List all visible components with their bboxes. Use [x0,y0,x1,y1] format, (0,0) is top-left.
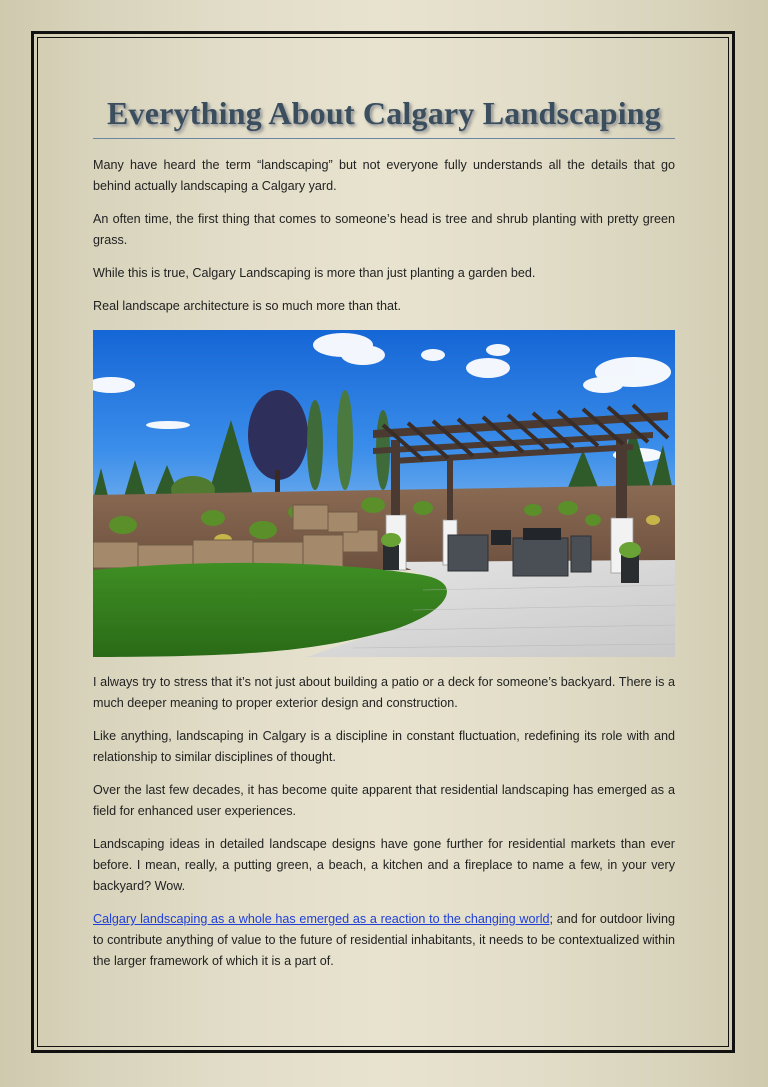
paragraph-7: Over the last few decades, it has become quite apparent that residential landscaping has emerged as a field for enhanced user experiences. [93,783,675,818]
calgary-landscaping-link[interactable]: Calgary landscaping as a whole has emerged as a reaction to the changing world [93,912,550,926]
page-title: Everything About Calgary Landscaping [93,95,675,139]
paragraph-9-text: ; and for outdoor living to contribute anything of value to the future of residential inhabitants, it needs to be contextualized within the larger framework of which it is a part of. [93,912,675,968]
paragraph-4: Real landscape architecture is so much more than that. [93,299,402,313]
paragraph-5: I always try to stress that it’s not just about building a patio or a deck for someone’s backyard. There is a much deeper meaning to proper exterior design and construction. [93,675,675,710]
landscaping-photo [93,330,675,657]
paragraph-6: Like anything, landscaping in Calgary is a discipline in constant fluctuation, redefining its role with and relationship to similar disciplines of thought. [93,729,675,764]
paragraph-9 [93,909,675,972]
document-body [93,95,675,972]
paragraph-2: An often time, the first thing that comes to someone’s head is tree and shrub planting with pretty green grass. [93,212,675,247]
paragraph-1: Many have heard the term “landscaping” but not everyone fully understands all the details that go behind actually landscaping a Calgary yard. [93,158,675,193]
paragraph-3: While this is true, Calgary Landscaping is more than just planting a garden bed. [93,266,536,280]
paragraph-8: Landscaping ideas in detailed landscape designs have gone further for residential markets than ever before. I mean, really, a putting green, a beach, a kitchen and a fireplace to name a few, in your very backyard? Wow. [93,837,675,893]
